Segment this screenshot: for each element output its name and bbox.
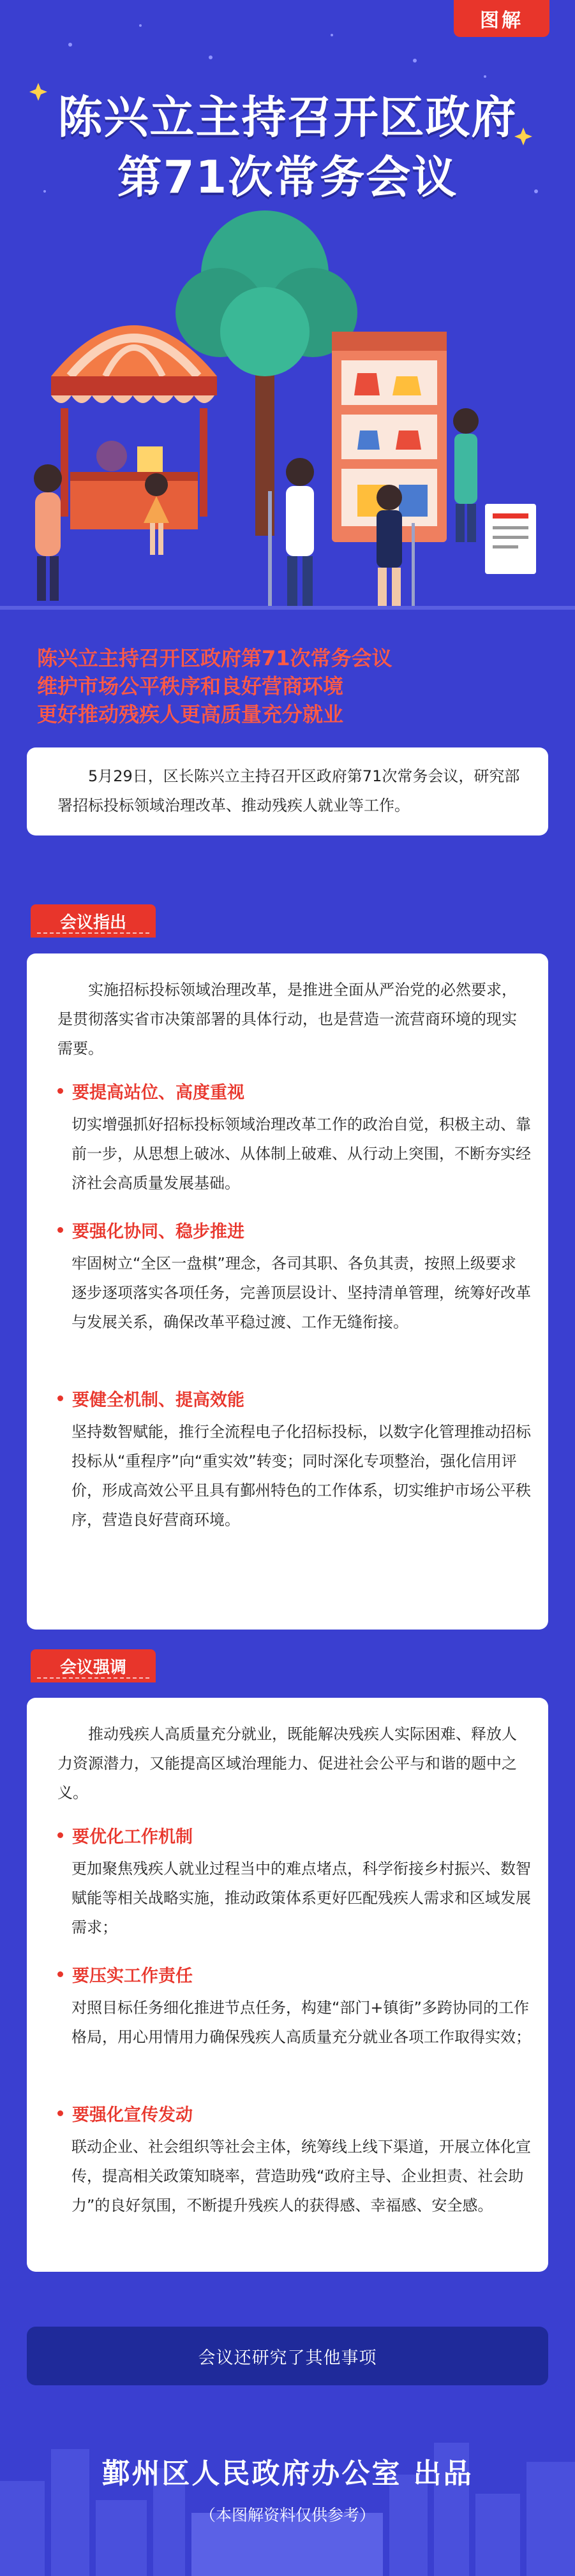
- section-card-emphasis: [27, 1698, 548, 2272]
- point-title: [57, 1823, 193, 1848]
- point-body: 联动企业、社会组织等社会主体，统筹线上线下渠道，开展立体化宣传，提高相关政策知晓率，营造助残“政府主导、企业担责、社会助力”的良好氛围，不断提升残疾人的获得感、幸福感、安全感。: [71, 2138, 531, 2214]
- section-lead: 实施招标投标领域治理改革，是推进全面从严治党的必然要求，是贯彻落实省市决策部署的具体行动，也是营造一流营商环境的现实需要。: [57, 981, 517, 1057]
- point-title-text: 要优化工作机制: [72, 1827, 193, 1847]
- subtitle-line1: 陈兴立主持召开区政府第71次常务会议: [37, 646, 392, 670]
- bullet-icon: [57, 1395, 63, 1401]
- bullet-icon: [57, 1227, 63, 1233]
- point-title-text: 要强化宣传发动: [72, 2105, 193, 2125]
- point-title: [57, 1078, 244, 1103]
- bullet-icon: [57, 2110, 63, 2116]
- point-title: [57, 1386, 244, 1411]
- section-heading-emphasis: 会议强调: [31, 1649, 156, 1682]
- point-title: [57, 2101, 193, 2126]
- page-title-line2: 第71次常务会议: [117, 151, 458, 203]
- person-left-icon: [34, 464, 62, 601]
- publisher-name: 鄞州区人民政府办公室 出品: [101, 2457, 474, 2490]
- point-title-text: 要强化协同、稳步推进: [72, 1222, 244, 1242]
- point-body: 坚持数智赋能，推行全流程电子化招标投标，以数字化管理推动招标投标从“重程序”向“重实效”转变；同时深化专项整治，强化信用评价，形成高效公平且具有鄞州特色的工作体系，切实维护市场公平秩序，营造良好营商环境。: [71, 1423, 531, 1529]
- bullet-icon: [57, 1832, 63, 1838]
- section-card-points: [27, 953, 548, 1630]
- intro-text: 5月29日，区长陈兴立主持召开区政府第71次常务会议，研究部署招标投标领域治理改革、推动残疾人就业等工作。: [57, 767, 520, 814]
- menu-board-icon: [485, 504, 536, 574]
- intro-card: [27, 747, 548, 835]
- point-body: 牢固树立“全区一盘棋”理念，各司其职、各负其责，按照上级要求逐步逐项落实各项任务，完善顶层设计、坚持清单管理，统筹好改革与发展关系，确保改革平稳过渡、工作无缝衔接。: [71, 1255, 531, 1331]
- person-right-icon: [453, 408, 479, 542]
- subtitle-line3: 更好推动残疾人更高质量充分就业: [37, 702, 344, 726]
- bullet-icon: [57, 1088, 63, 1094]
- point-title-text: 要健全机制、提高效能: [72, 1390, 244, 1410]
- section-heading-points: 会议指出: [31, 904, 156, 938]
- point-body: 对照目标任务细化推进节点任务，构建“部门+镇街”多跨协同的工作格局，用心用情用力确保残疾人高质量充分就业各项工作取得实效；: [71, 1999, 531, 2046]
- page-title-line1: 陈兴立主持召开区政府: [57, 91, 518, 144]
- point-body: 更加聚焦残疾人就业过程当中的难点堵点，科学衔接乡村振兴、数智赋能等相关战略实施，推动政策体系更好匹配残疾人需求和区域发展需求；: [71, 1860, 531, 1936]
- section-lead: 推动残疾人高质量充分就业，既能解决残疾人实际困难、释放人力资源潜力，又能提高区域治理能力、促进社会公平与和谐的题中之义。: [57, 1725, 517, 1802]
- point-title: [57, 1218, 244, 1242]
- stall-awning-icon: [51, 325, 217, 529]
- person-crutch-icon: [268, 458, 314, 607]
- point-title-text: 要压实工作责任: [72, 1966, 193, 1986]
- market-illustration: [0, 204, 575, 619]
- point-body: 切实增强抓好招标投标领域治理改革工作的政治自觉，积极主动、靠前一步，从思想上破冰、从体制上破难、从行动上突围，不断夯实经济社会高质量发展基础。: [71, 1115, 531, 1192]
- point-title-text: 要提高站位、高度重视: [72, 1083, 244, 1103]
- tag-label: 图解: [454, 0, 549, 37]
- city-skyline-decoration: [0, 2411, 575, 2576]
- disclaimer-note: （本图解资料仅供参考）: [199, 2506, 375, 2524]
- bullet-icon: [57, 1971, 63, 1977]
- subtitle-line2: 维护市场公平秩序和良好营商环境: [37, 674, 344, 698]
- point-title: [57, 1962, 193, 1987]
- other-matters-banner: 会议还研究了其他事项: [27, 2327, 548, 2385]
